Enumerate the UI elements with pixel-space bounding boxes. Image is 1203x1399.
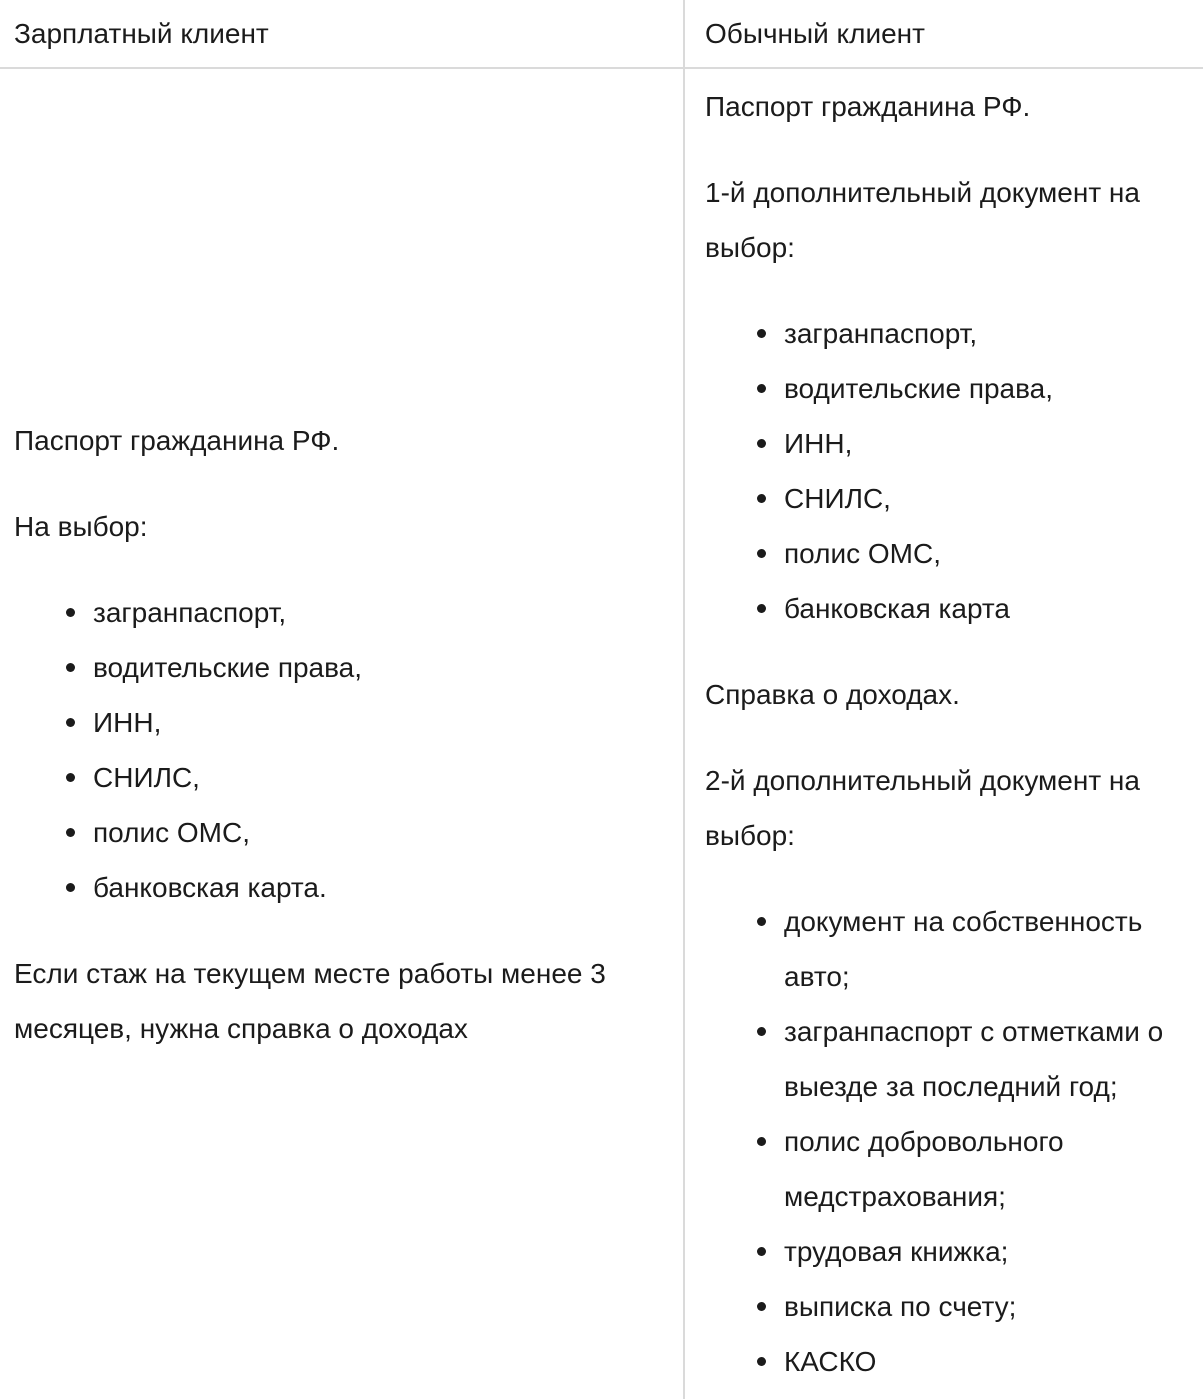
list-item-label: банковская карта. bbox=[93, 871, 327, 903]
list-item-label: полис ОМС, bbox=[93, 816, 250, 848]
list-item-label: полис ОМС, bbox=[784, 538, 941, 569]
cell-regular-client-documents bbox=[684, 68, 1203, 1399]
list-item bbox=[14, 750, 669, 805]
first-additional-document-label: 1-й дополнительный документ на выбор: bbox=[705, 177, 1140, 263]
salary-client-content bbox=[14, 413, 669, 1056]
list-item-label: водительские права, bbox=[784, 373, 1054, 404]
first-additional-document-list bbox=[705, 306, 1195, 636]
bullet-icon bbox=[66, 828, 75, 837]
list-item bbox=[14, 695, 669, 750]
list-item-label: трудовая книжка; bbox=[784, 1236, 1009, 1267]
bullet-icon bbox=[66, 663, 75, 672]
bullet-icon bbox=[757, 549, 766, 558]
choice-label-paragraph: На выбор: bbox=[14, 510, 148, 542]
column-header-regular-client: Обычный клиент bbox=[684, 0, 1203, 68]
bullet-icon bbox=[66, 883, 75, 892]
list-item-label: банковская карта bbox=[784, 593, 1010, 624]
bullet-icon bbox=[66, 608, 75, 617]
bullet-icon bbox=[66, 718, 75, 727]
list-item bbox=[705, 1334, 1195, 1389]
list-item bbox=[705, 1224, 1195, 1279]
list-item bbox=[705, 1114, 1195, 1224]
list-item-label: документ на собственность авто; bbox=[784, 906, 1143, 992]
list-item bbox=[14, 860, 669, 915]
bullet-icon bbox=[757, 1027, 766, 1036]
income-certificate-paragraph: Справка о доходах. bbox=[705, 679, 960, 710]
list-item-label: СНИЛС, bbox=[784, 483, 891, 514]
list-item bbox=[705, 526, 1195, 581]
employment-note-paragraph: Если стаж на текущем месте работы менее 3 месяцев, нужна справка о доходах bbox=[14, 957, 606, 1044]
table-header-row bbox=[0, 0, 1203, 68]
list-item-label: СНИЛС, bbox=[93, 761, 200, 793]
list-item bbox=[705, 581, 1195, 636]
bullet-icon bbox=[757, 1137, 766, 1146]
list-item bbox=[705, 1004, 1195, 1114]
regular-client-content bbox=[705, 79, 1195, 1389]
list-item-label: загранпаспорт, bbox=[93, 596, 287, 628]
list-item bbox=[705, 471, 1195, 526]
passport-paragraph: Паспорт гражданина РФ. bbox=[705, 91, 1031, 122]
cell-salary-client-documents bbox=[0, 68, 684, 1399]
list-item bbox=[705, 306, 1195, 361]
bullet-icon bbox=[757, 1357, 766, 1366]
bullet-icon bbox=[757, 604, 766, 613]
table-body bbox=[0, 68, 1203, 1399]
list-item-label: загранпаспорт, bbox=[784, 318, 978, 349]
bullet-icon bbox=[757, 384, 766, 393]
list-item-label: загранпаспорт с отметками о выезде за последний год; bbox=[784, 1016, 1164, 1102]
passport-paragraph: Паспорт гражданина РФ. bbox=[14, 424, 340, 456]
list-item bbox=[14, 805, 669, 860]
bullet-icon bbox=[757, 1302, 766, 1311]
bullet-icon bbox=[66, 773, 75, 782]
list-item-label: полис добровольного медстрахования; bbox=[784, 1126, 1064, 1212]
list-item bbox=[14, 640, 669, 695]
list-item-label: ИНН, bbox=[93, 706, 162, 738]
bullet-icon bbox=[757, 917, 766, 926]
salary-client-document-list bbox=[14, 585, 669, 915]
table-header bbox=[0, 0, 1203, 68]
table-row bbox=[0, 68, 1203, 1399]
bullet-icon bbox=[757, 439, 766, 448]
list-item-label: КАСКО bbox=[784, 1346, 877, 1377]
list-item-label: выписка по счету; bbox=[784, 1291, 1017, 1322]
bullet-icon bbox=[757, 329, 766, 338]
list-item bbox=[705, 894, 1195, 1004]
bullet-icon bbox=[757, 494, 766, 503]
second-additional-document-label: 2-й дополнительный документ на выбор: bbox=[705, 765, 1140, 851]
column-header-salary-client: Зарплатный клиент bbox=[0, 0, 684, 68]
list-item bbox=[705, 416, 1195, 471]
list-item bbox=[14, 585, 669, 640]
list-item-label: ИНН, bbox=[784, 428, 853, 459]
list-item bbox=[705, 1279, 1195, 1334]
list-item bbox=[705, 361, 1195, 416]
bullet-icon bbox=[757, 1247, 766, 1256]
second-additional-document-list bbox=[705, 894, 1195, 1389]
list-item-label: водительские права, bbox=[93, 651, 363, 683]
